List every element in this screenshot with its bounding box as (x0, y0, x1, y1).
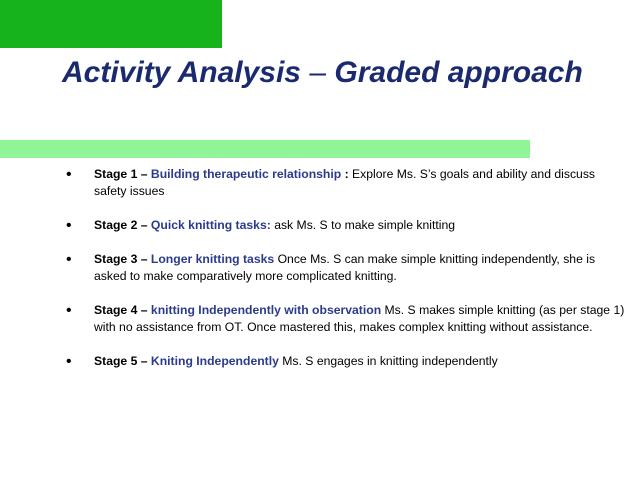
slide-title (62, 56, 622, 90)
stage-label: Stage 2 (94, 218, 138, 232)
stage-item-3 (66, 251, 626, 285)
stage-dash: – (140, 167, 148, 181)
stage-dash: – (140, 354, 148, 368)
stage-description: Once Ms. S can make simple knitting independently, she is asked to make comparatively more complicated knitting. (94, 252, 596, 283)
bullet-dot-icon: • (66, 251, 72, 268)
green-accent-bar (0, 140, 530, 158)
stage-label: Stage 4 (94, 303, 138, 317)
title-part-2: Graded approach (334, 56, 583, 89)
stage-description: Ms. S makes simple knitting (as per stage 1) with no assistance from OT. Once mastered this, makes complex knitting without assistance. (94, 303, 625, 334)
green-accent-block (0, 0, 222, 48)
stage-label: Stage 5 (94, 354, 138, 368)
stage-highlight: Kniting Independently (150, 354, 279, 368)
stage-dash: – (140, 252, 148, 266)
stage-item-1 (66, 166, 626, 200)
stage-separator: : (344, 167, 349, 181)
stage-highlight: knitting Independently with observation (150, 303, 382, 317)
stage-description: Ms. S engages in knitting independently (282, 354, 498, 368)
bullet-dot-icon: • (66, 217, 72, 234)
stage-list (66, 166, 626, 387)
stage-label: Stage 1 (94, 167, 138, 181)
bullet-dot-icon: • (66, 353, 72, 370)
stage-label: Stage 3 (94, 252, 138, 266)
stage-description: Explore Ms. S’s goals and ability and discuss safety issues (94, 167, 596, 198)
stage-dash: – (140, 303, 148, 317)
title-part-1: Activity Analysis (62, 56, 301, 89)
stage-highlight: Longer knitting tasks (150, 252, 275, 266)
stage-item-4 (66, 302, 626, 336)
title-dash: – (309, 56, 327, 89)
stage-dash: – (140, 218, 148, 232)
stage-highlight: Quick knitting tasks: (150, 218, 271, 232)
bullet-dot-icon: • (66, 302, 72, 319)
stage-item-2 (66, 217, 626, 234)
stage-item-5 (66, 353, 626, 370)
bullet-dot-icon: • (66, 166, 72, 183)
stage-highlight: Building therapeutic relationship (150, 167, 342, 181)
stage-description: ask Ms. S to make simple knitting (274, 218, 456, 232)
